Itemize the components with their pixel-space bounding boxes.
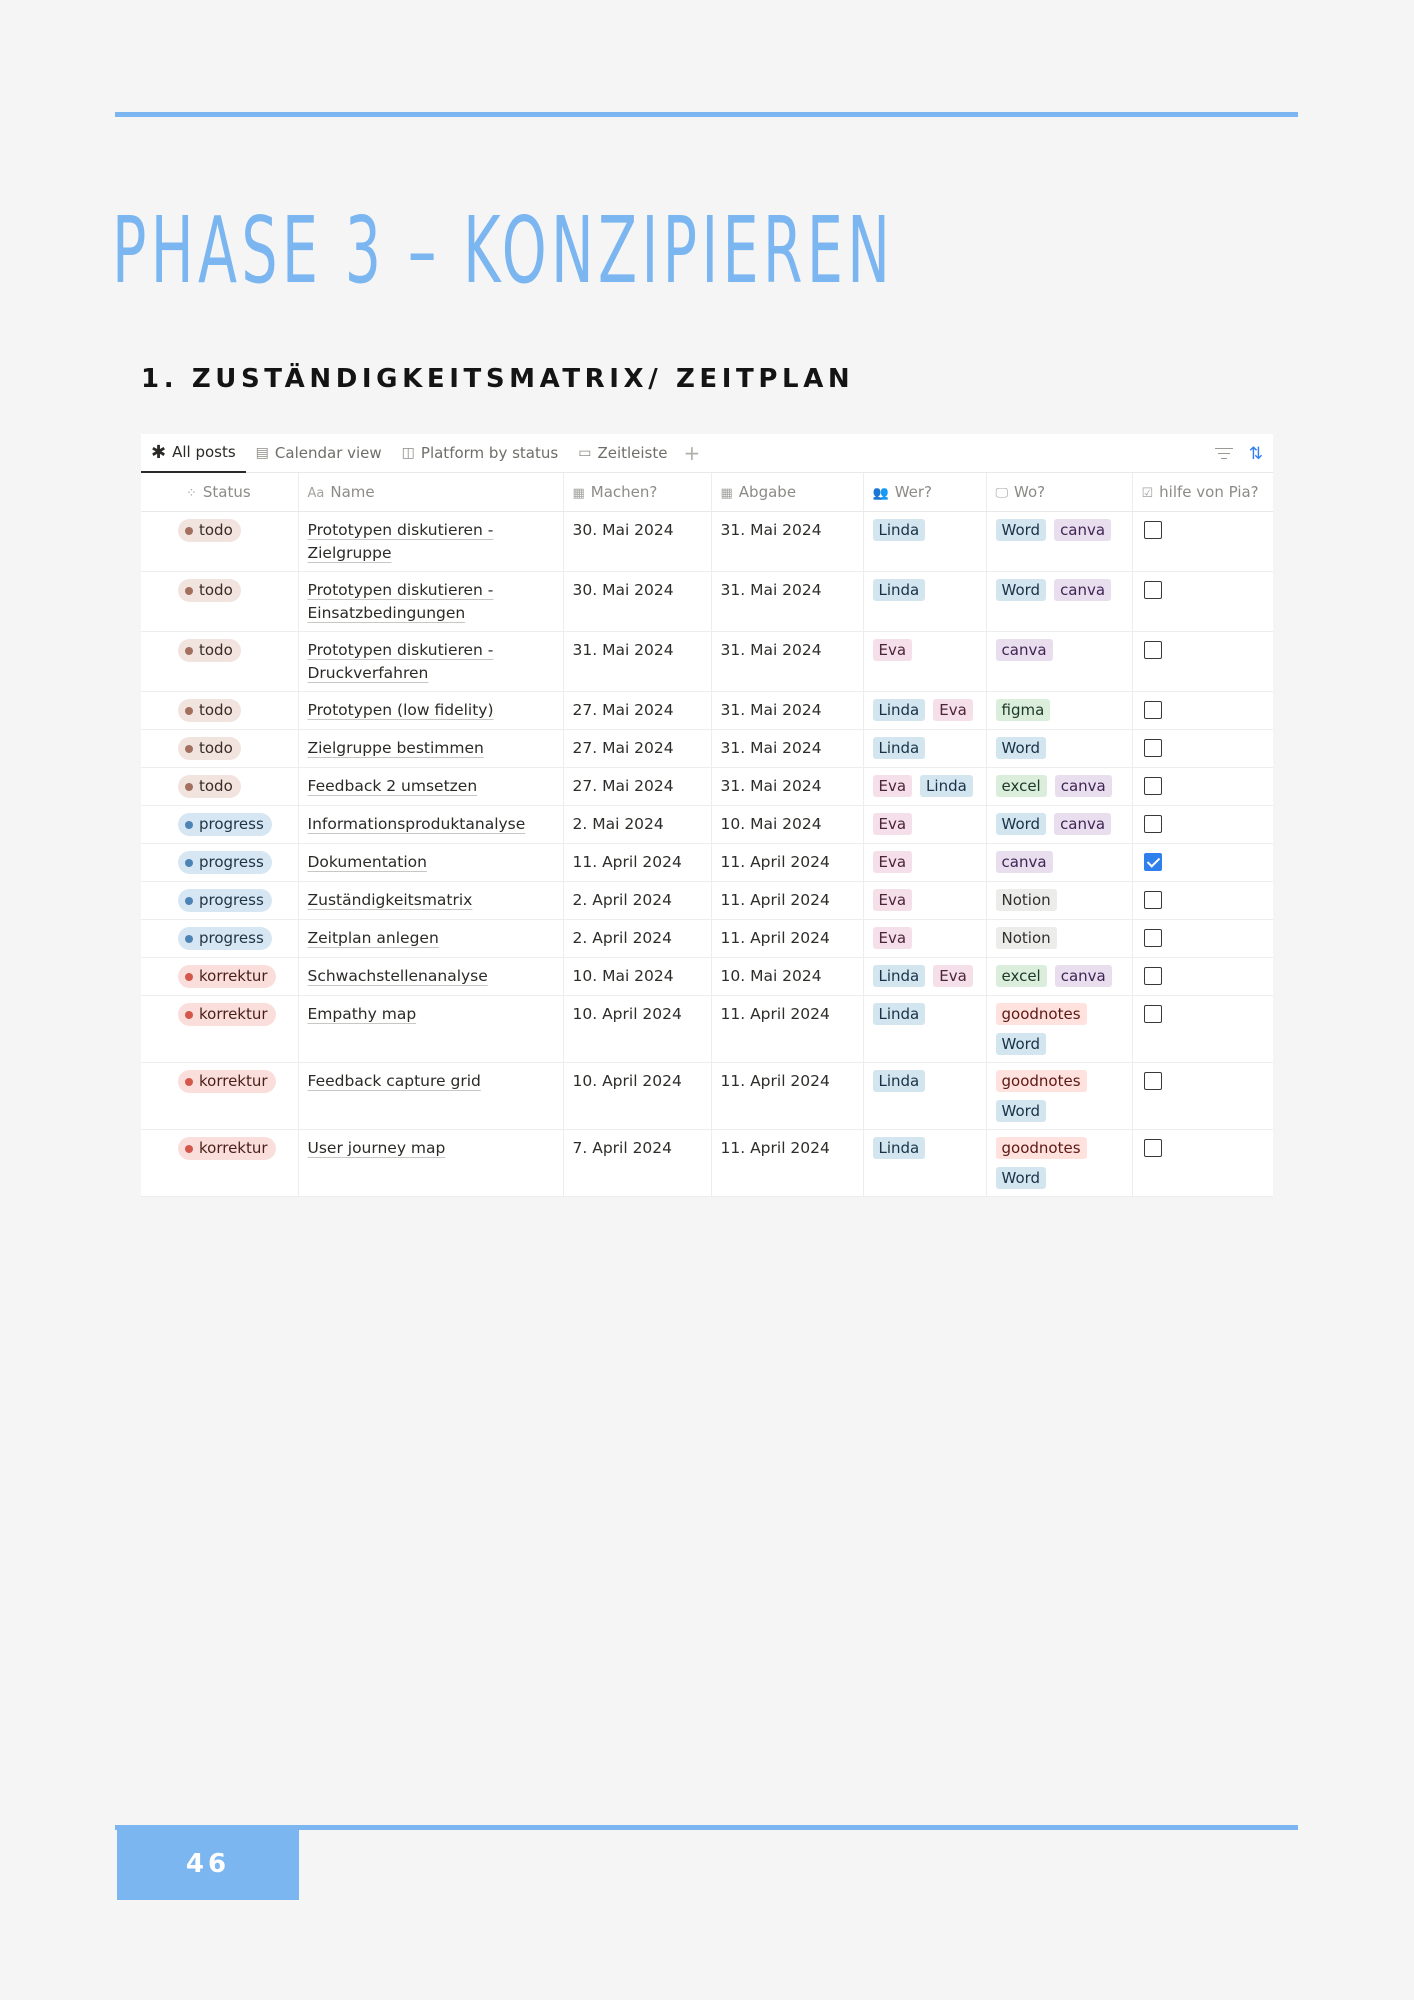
column-header-name[interactable]: Aa Name [298,473,563,511]
column-header-wer[interactable]: 👥 Wer? [863,473,986,511]
tab-label: All posts [172,443,236,461]
task-name-line2[interactable]: Druckverfahren [307,663,429,682]
task-name[interactable]: Informationsproduktanalyse [307,814,526,833]
hilfe-cell[interactable] [1132,1062,1273,1129]
status-dot [185,1078,193,1086]
abgabe-cell[interactable]: 10. Mai 2024 [711,957,863,995]
wo-cell[interactable] [986,571,1132,631]
tool-tag: excel [996,965,1047,987]
person-tag: Linda [873,699,926,721]
page-title: PHASE 3 – KONZIPIEREN [112,197,895,304]
machen-cell[interactable]: 10. April 2024 [563,995,711,1062]
tool-tag: figma [996,699,1051,721]
person-tag: Eva [873,889,913,911]
hilfe-cell[interactable] [1132,767,1273,805]
wer-cell[interactable] [863,805,986,843]
tab-calendar-view[interactable] [246,434,392,473]
machen-cell[interactable]: 30. Mai 2024 [563,571,711,631]
database-table-view [141,434,1273,1197]
name-cell[interactable] [298,957,563,995]
hilfe-cell[interactable] [1132,881,1273,919]
status-cell[interactable] [141,631,298,691]
machen-cell[interactable]: 2. April 2024 [563,881,711,919]
asterisk-icon: ✱ [151,441,167,463]
unchecked-checkbox[interactable] [1144,581,1162,599]
hilfe-cell[interactable] [1132,919,1273,957]
status-badge[interactable]: todo [178,519,241,542]
unchecked-checkbox[interactable] [1144,891,1162,909]
table-row[interactable] [141,843,1273,881]
name-cell[interactable] [298,729,563,767]
machen-cell[interactable]: 10. Mai 2024 [563,957,711,995]
tool-tag: canva [1055,775,1112,797]
table-row[interactable] [141,1062,1273,1129]
wer-cell[interactable] [863,631,986,691]
status-dot [185,707,193,715]
wer-cell[interactable] [863,729,986,767]
table-row[interactable] [141,767,1273,805]
table-header-row [141,473,1273,511]
hilfe-cell[interactable] [1132,511,1273,571]
status-cell[interactable] [141,995,298,1062]
people-icon: 👥 [872,485,889,501]
task-name[interactable]: User journey map [307,1138,446,1157]
column-header-hilfe[interactable]: ☑ hilfe von Pia? [1132,473,1273,511]
machen-cell[interactable]: 7. April 2024 [563,1129,711,1196]
wo-cell[interactable] [986,729,1132,767]
table-row[interactable] [141,805,1273,843]
date-property-icon: ▦ [572,485,585,501]
task-name[interactable]: Feedback capture grid [307,1071,481,1090]
tool-tag: Word [996,737,1047,759]
tool-tag: goodnotes [996,1137,1087,1159]
name-cell[interactable] [298,919,563,957]
name-cell[interactable] [298,843,563,881]
abgabe-cell[interactable]: 31. Mai 2024 [711,571,863,631]
wo-cell[interactable] [986,957,1132,995]
person-tag: Linda [873,519,926,541]
task-name[interactable]: Zuständigkeitsmatrix [307,890,473,909]
filter-icon[interactable] [1215,448,1233,460]
wo-cell[interactable] [986,881,1132,919]
abgabe-cell[interactable]: 11. April 2024 [711,843,863,881]
table-row[interactable] [141,729,1273,767]
wer-cell[interactable] [863,767,986,805]
name-cell[interactable] [298,805,563,843]
table-row[interactable] [141,995,1273,1062]
task-name-line2[interactable]: Zielgruppe [307,543,392,562]
wer-cell[interactable] [863,511,986,571]
wer-cell[interactable] [863,1062,986,1129]
status-badge[interactable]: todo [178,579,241,602]
name-cell[interactable] [298,995,563,1062]
unchecked-checkbox[interactable] [1144,739,1162,757]
person-tag: Linda [873,1137,926,1159]
task-name[interactable]: Prototypen diskutieren - [307,640,494,659]
task-name[interactable]: Prototypen diskutieren - [307,580,494,599]
column-header-machen[interactable]: ▦ Machen? [563,473,711,511]
abgabe-cell[interactable]: 31. Mai 2024 [711,511,863,571]
abgabe-cell[interactable]: 10. Mai 2024 [711,805,863,843]
tool-tag: canva [1054,579,1111,601]
status-dot [185,527,193,535]
task-name[interactable]: Dokumentation [307,852,427,871]
machen-cell[interactable]: 27. Mai 2024 [563,767,711,805]
status-icon: ⁘ [186,485,197,501]
abgabe-cell[interactable]: 11. April 2024 [711,1062,863,1129]
machen-cell[interactable]: 30. Mai 2024 [563,511,711,571]
status-badge[interactable]: progress [178,851,272,874]
status-badge[interactable]: korrektur [178,965,276,988]
name-cell[interactable] [298,1062,563,1129]
table-row[interactable] [141,919,1273,957]
text-property-icon: Aa [307,485,325,501]
view-tab-bar [141,434,1273,473]
tool-tag: Word [996,519,1047,541]
wer-cell[interactable] [863,691,986,729]
person-tag: Eva [933,699,973,721]
person-tag: Linda [873,737,926,759]
person-tag: Linda [920,775,973,797]
status-dot [185,783,193,791]
hilfe-cell[interactable] [1132,1129,1273,1196]
machen-cell[interactable]: 10. April 2024 [563,1062,711,1129]
hilfe-cell[interactable] [1132,843,1273,881]
person-tag: Linda [873,1070,926,1092]
wo-cell[interactable] [986,631,1132,691]
board-icon: ◫ [401,445,415,461]
abgabe-cell[interactable]: 11. April 2024 [711,1129,863,1196]
top-rule [115,112,1298,117]
tool-tag: Word [996,1100,1047,1122]
name-cell[interactable] [298,767,563,805]
tool-tag: Word [996,813,1047,835]
unchecked-checkbox[interactable] [1144,701,1162,719]
status-cell[interactable] [141,843,298,881]
name-cell[interactable] [298,691,563,729]
status-dot [185,647,193,655]
wo-cell[interactable] [986,805,1132,843]
timeline-icon: ▭ [578,445,592,461]
abgabe-cell[interactable]: 31. Mai 2024 [711,631,863,691]
hilfe-cell[interactable] [1132,957,1273,995]
tool-tag: canva [1054,813,1111,835]
status-dot [185,587,193,595]
status-cell[interactable] [141,1129,298,1196]
column-header-status[interactable]: ⁘ Status [141,473,298,511]
unchecked-checkbox[interactable] [1144,1139,1162,1157]
status-cell[interactable] [141,919,298,957]
hilfe-cell[interactable] [1132,805,1273,843]
column-header-abgabe[interactable]: ▦ Abgabe [711,473,863,511]
status-cell[interactable] [141,729,298,767]
machen-cell[interactable]: 2. Mai 2024 [563,805,711,843]
task-name[interactable]: Prototypen diskutieren - [307,520,494,539]
sort-icon[interactable]: ⇅ [1248,443,1263,464]
hilfe-cell[interactable] [1132,729,1273,767]
status-cell[interactable] [141,1062,298,1129]
hilfe-cell[interactable] [1132,571,1273,631]
person-tag: Eva [873,639,913,661]
machen-cell[interactable]: 31. Mai 2024 [563,631,711,691]
tool-tag: canva [996,851,1053,873]
hilfe-cell[interactable] [1132,691,1273,729]
task-name[interactable]: Schwachstellenanalyse [307,966,488,985]
status-dot [185,973,193,981]
hilfe-cell[interactable] [1132,995,1273,1062]
person-tag: Linda [873,965,926,987]
wer-cell[interactable] [863,571,986,631]
abgabe-cell[interactable]: 11. April 2024 [711,995,863,1062]
date-property-icon: ▦ [720,485,733,501]
tool-tag: Word [996,579,1047,601]
table-row[interactable] [141,691,1273,729]
task-name[interactable]: Empathy map [307,1004,417,1023]
wo-cell[interactable] [986,767,1132,805]
page-number: 46 [117,1828,299,1900]
table-row[interactable] [141,511,1273,571]
checked-checkbox[interactable] [1144,853,1162,871]
status-badge[interactable]: todo [178,775,241,798]
tab-label: Calendar view [274,444,382,462]
status-badge[interactable]: todo [178,639,241,662]
status-badge[interactable]: korrektur [178,1003,276,1026]
machen-cell[interactable]: 11. April 2024 [563,843,711,881]
name-cell[interactable] [298,631,563,691]
status-badge[interactable]: todo [178,737,241,760]
wer-cell[interactable] [863,1129,986,1196]
task-name[interactable]: Prototypen (low fidelity) [307,700,494,719]
add-view-button[interactable]: + [683,441,701,465]
wo-cell[interactable] [986,995,1132,1062]
status-dot [185,821,193,829]
status-cell[interactable] [141,511,298,571]
abgabe-cell[interactable]: 11. April 2024 [711,881,863,919]
status-cell[interactable] [141,691,298,729]
tab-platform-by-status[interactable] [392,434,569,473]
status-dot [185,1011,193,1019]
abgabe-cell[interactable]: 31. Mai 2024 [711,691,863,729]
status-badge[interactable]: progress [178,813,272,836]
task-name[interactable]: Zeitplan anlegen [307,928,439,947]
status-dot [185,1145,193,1153]
status-badge[interactable]: korrektur [178,1137,276,1160]
status-badge[interactable]: progress [178,889,272,912]
person-tag: Eva [873,775,913,797]
table-row[interactable] [141,631,1273,691]
unchecked-checkbox[interactable] [1144,777,1162,795]
abgabe-cell[interactable]: 31. Mai 2024 [711,767,863,805]
status-dot [185,935,193,943]
wo-cell[interactable] [986,511,1132,571]
abgabe-cell[interactable]: 11. April 2024 [711,919,863,957]
wer-cell[interactable] [863,919,986,957]
status-dot [185,859,193,867]
tool-tag: Word [996,1167,1047,1189]
monitor-icon: 🖵 [995,485,1009,501]
status-cell[interactable] [141,881,298,919]
wer-cell[interactable] [863,881,986,919]
tool-tag: Notion [996,927,1057,949]
table-row[interactable] [141,571,1273,631]
unchecked-checkbox[interactable] [1144,1005,1162,1023]
checkbox-property-icon: ☑ [1141,485,1154,501]
status-cell[interactable] [141,957,298,995]
tool-tag: Notion [996,889,1057,911]
name-cell[interactable] [298,571,563,631]
tab-all-posts[interactable] [141,434,246,473]
table-row[interactable] [141,881,1273,919]
status-badge[interactable]: todo [178,699,241,722]
machen-cell[interactable]: 27. Mai 2024 [563,729,711,767]
wo-cell[interactable] [986,843,1132,881]
status-dot [185,745,193,753]
tool-tag: canva [1055,965,1112,987]
tool-tag: goodnotes [996,1070,1087,1092]
column-header-wo[interactable]: 🖵 Wo? [986,473,1132,511]
machen-cell[interactable]: 27. Mai 2024 [563,691,711,729]
wo-cell[interactable] [986,1129,1132,1196]
tool-tag: canva [1054,519,1111,541]
calendar-icon: ▤ [255,445,269,461]
wer-cell[interactable] [863,843,986,881]
name-cell[interactable] [298,1129,563,1196]
tool-tag: canva [996,639,1053,661]
machen-cell[interactable]: 2. April 2024 [563,919,711,957]
status-dot [185,897,193,905]
table-row[interactable] [141,1129,1273,1196]
tool-tag: Word [996,1033,1047,1055]
wo-cell[interactable] [986,691,1132,729]
view-toolbar [1215,434,1263,473]
abgabe-cell[interactable]: 31. Mai 2024 [711,729,863,767]
tab-zeitleiste[interactable] [568,434,677,473]
person-tag: Eva [873,927,913,949]
wo-cell[interactable] [986,919,1132,957]
status-cell[interactable] [141,571,298,631]
tool-tag: excel [996,775,1047,797]
unchecked-checkbox[interactable] [1144,641,1162,659]
wer-cell[interactable] [863,957,986,995]
section-heading: 1. ZUSTÄNDIGKEITSMATRIX/ ZEITPLAN [141,364,855,394]
status-cell[interactable] [141,805,298,843]
tool-tag: goodnotes [996,1003,1087,1025]
unchecked-checkbox[interactable] [1144,1072,1162,1090]
name-cell[interactable] [298,881,563,919]
task-name-line2[interactable]: Einsatzbedingungen [307,603,466,622]
wo-cell[interactable] [986,1062,1132,1129]
person-tag: Linda [873,1003,926,1025]
tab-label: Zeitleiste [597,444,668,462]
tab-label: Platform by status [420,444,559,462]
tasks-table [141,473,1273,1197]
person-tag: Eva [873,813,913,835]
wer-cell[interactable] [863,995,986,1062]
status-badge[interactable]: korrektur [178,1070,276,1093]
unchecked-checkbox[interactable] [1144,521,1162,539]
person-tag: Eva [873,851,913,873]
unchecked-checkbox[interactable] [1144,967,1162,985]
status-badge[interactable]: progress [178,927,272,950]
unchecked-checkbox[interactable] [1144,929,1162,947]
unchecked-checkbox[interactable] [1144,815,1162,833]
person-tag: Eva [933,965,973,987]
person-tag: Linda [873,579,926,601]
name-cell[interactable] [298,511,563,571]
task-name[interactable]: Zielgruppe bestimmen [307,738,484,757]
table-row[interactable] [141,957,1273,995]
hilfe-cell[interactable] [1132,631,1273,691]
status-cell[interactable] [141,767,298,805]
task-name[interactable]: Feedback 2 umsetzen [307,776,478,795]
